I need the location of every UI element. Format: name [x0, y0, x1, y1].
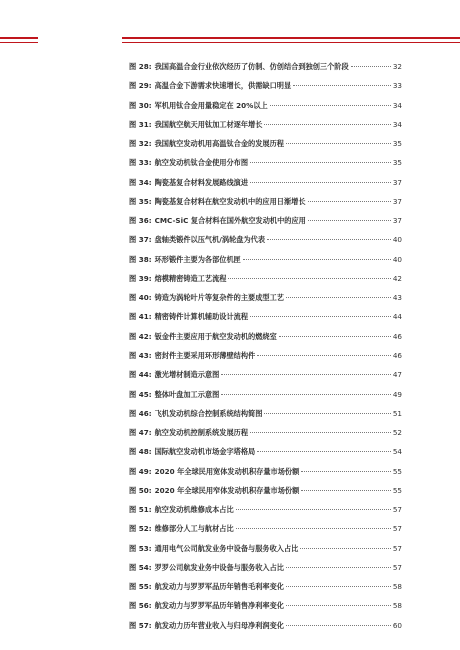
toc-entry-label: 图 35:: [129, 196, 152, 206]
toc-entry[interactable]: [129, 230, 402, 249]
toc-entry-label: 图 54:: [129, 562, 152, 572]
toc-entry-title: 熔模精密铸造工艺流程: [154, 273, 227, 283]
toc-entry[interactable]: [129, 404, 402, 423]
toc-entry-leader: [267, 239, 391, 240]
toc-entry-title: 航发动力历年营业收入与归母净利润变化: [154, 620, 284, 630]
toc-entry[interactable]: [129, 481, 402, 500]
toc-entry[interactable]: [129, 519, 402, 538]
toc-entry-title: 环形锻件主要为各部位机匣: [154, 254, 241, 264]
toc-entry-page: 34: [392, 100, 402, 110]
toc-entry[interactable]: [129, 500, 402, 519]
toc-entry-title: 维修部分人工与航材占比: [154, 524, 234, 534]
toc-entry-leader: [221, 374, 391, 375]
toc-entry-label: 图 33:: [129, 158, 152, 168]
toc-entry[interactable]: [129, 442, 402, 461]
toc-entry[interactable]: [129, 269, 402, 288]
toc-entry-leader: [293, 85, 391, 86]
toc-entry-page: 33: [392, 81, 402, 91]
toc-entry-leader: [308, 220, 391, 221]
toc-entry-label: 图 55:: [129, 582, 152, 592]
toc-entry-label: 图 30:: [129, 100, 152, 110]
toc-entry-leader: [286, 297, 391, 298]
toc-entry-label: 图 28:: [129, 62, 152, 71]
toc-entry-title: 2020 年全球民用窄体发动机积存量市场份额: [154, 485, 300, 495]
toc-entry-page: 49: [392, 389, 402, 399]
toc-entry-leader: [286, 586, 391, 587]
toc-entry-label: 图 29:: [129, 81, 152, 91]
toc-entry-title: 盘轴类锻件以压气机/涡轮盘为代表: [154, 235, 266, 245]
toc-entry[interactable]: [129, 76, 402, 95]
toc-entry-label: 图 57:: [129, 620, 152, 630]
toc-entry-leader: [286, 143, 391, 144]
toc-entry-label: 图 53:: [129, 543, 152, 553]
toc-entry[interactable]: [129, 385, 402, 404]
toc-entry-page: 57: [392, 543, 402, 553]
toc-entry-leader: [301, 490, 391, 491]
toc-entry-title: 军机用钛合金用量稳定在 20%以上: [154, 100, 268, 110]
header-rule-right: [122, 37, 460, 43]
figure-list: [129, 57, 402, 635]
toc-entry-title: 航空发动机控制系统发展历程: [154, 428, 249, 438]
toc-entry-page: 60: [392, 620, 402, 630]
toc-entry-title: 整体叶盘加工示意图: [154, 389, 220, 399]
toc-entry[interactable]: [129, 192, 402, 211]
toc-entry-label: 图 32:: [129, 139, 152, 149]
toc-entry-leader: [279, 336, 391, 337]
header-rule-right-thin: [122, 42, 460, 43]
toc-entry-title: 高温合金下游需求快速增长，供需缺口明显: [154, 81, 292, 91]
toc-entry-leader: [286, 605, 391, 606]
toc-entry-leader: [264, 413, 390, 414]
toc-entry-page: 40: [392, 235, 402, 245]
toc-entry-page: 58: [392, 582, 402, 592]
toc-entry-leader: [250, 432, 391, 433]
toc-entry-label: 图 34:: [129, 177, 152, 187]
toc-entry-leader: [264, 124, 390, 125]
toc-entry-leader: [308, 201, 391, 202]
toc-entry-label: 图 44:: [129, 370, 152, 380]
toc-entry-page: 55: [392, 466, 402, 476]
toc-entry-leader: [236, 509, 391, 510]
toc-entry-leader: [301, 471, 391, 472]
toc-entry-leader: [250, 182, 391, 183]
toc-entry[interactable]: [129, 462, 402, 481]
toc-entry[interactable]: [129, 577, 402, 596]
toc-entry[interactable]: [129, 250, 402, 269]
toc-entry[interactable]: [129, 423, 402, 442]
toc-entry[interactable]: [129, 173, 402, 192]
toc-entry[interactable]: [129, 153, 402, 172]
toc-entry-leader: [236, 528, 391, 529]
toc-entry-page: 42: [392, 273, 402, 283]
toc-entry[interactable]: [129, 596, 402, 615]
toc-entry-leader: [351, 66, 391, 67]
toc-entry-title: 我国高温合金行业依次经历了仿制、仿创结合到独创三个阶段: [154, 62, 349, 71]
toc-entry-label: 图 43:: [129, 350, 152, 360]
toc-entry-page: 40: [392, 254, 402, 264]
toc-entry-page: 46: [392, 350, 402, 360]
toc-entry-label: 图 49:: [129, 466, 152, 476]
toc-entry-page: 54: [392, 447, 402, 457]
header-rule-right-thick: [122, 37, 460, 39]
toc-entry-title: 激光增材制造示意图: [154, 370, 220, 380]
toc-entry[interactable]: [129, 211, 402, 230]
toc-entry[interactable]: [129, 288, 402, 307]
toc-entry-page: 52: [392, 428, 402, 438]
toc-entry-label: 图 45:: [129, 389, 152, 399]
toc-entry-title: 罗罗公司航发业务中设备与服务收入占比: [154, 562, 284, 572]
toc-entry-page: 58: [392, 601, 402, 611]
toc-entry-title: 国际航空发动机市场金字塔格局: [154, 447, 256, 457]
toc-entry-label: 图 50:: [129, 485, 152, 495]
toc-entry-label: 图 46:: [129, 408, 152, 418]
toc-entry-title: 飞机发动机综合控制系统结构简图: [154, 408, 263, 418]
toc-entry-title: 航空发动机维修成本占比: [154, 505, 234, 515]
toc-entry-leader: [221, 394, 391, 395]
toc-entry-title: 陶瓷基复合材料在航空发动机中的应用日渐增长: [154, 196, 306, 206]
toc-entry-leader: [250, 316, 391, 317]
toc-entry-label: 图 37:: [129, 235, 152, 245]
toc-entry-page: 37: [392, 196, 402, 206]
header-rule-left-thin: [0, 42, 38, 43]
toc-entry-page: 57: [392, 562, 402, 572]
toc-entry-title: 航发动力与罗罗军品历年销售净利率变化: [154, 601, 284, 611]
toc-entry-page: 55: [392, 485, 402, 495]
toc-entry[interactable]: [129, 115, 402, 134]
toc-entry-title: 我国航空航天用钛加工材逐年增长: [154, 119, 263, 129]
toc-entry-page: 47: [392, 370, 402, 380]
toc-entry-title: 航空发动机钛合金使用分布图: [154, 158, 249, 168]
toc-entry[interactable]: [129, 346, 402, 365]
toc-entry[interactable]: [129, 539, 402, 558]
toc-entry-page: 51: [392, 408, 402, 418]
toc-entry[interactable]: [129, 96, 402, 115]
toc-entry-title: CMC-SiC 复合材料在国外航空发动机中的应用: [154, 216, 306, 226]
header-rule-left: [0, 37, 38, 43]
toc-entry-label: 图 51:: [129, 505, 152, 515]
toc-entry-label: 图 39:: [129, 273, 152, 283]
toc-entry[interactable]: [129, 558, 402, 577]
toc-entry-title: 陶瓷基复合材料发展路线演进: [154, 177, 249, 187]
toc-entry-leader: [257, 451, 391, 452]
toc-entry[interactable]: [129, 134, 402, 153]
toc-entry[interactable]: [129, 616, 402, 635]
toc-entry-page: 32: [392, 62, 402, 71]
toc-entry-title: 航发动力与罗罗军品历年销售毛利率变化: [154, 582, 284, 592]
toc-entry-label: 图 47:: [129, 428, 152, 438]
toc-entry-label: 图 56:: [129, 601, 152, 611]
toc-entry-title: 通用电气公司航发业务中设备与服务收入占比: [154, 543, 299, 553]
toc-entry-page: 46: [392, 331, 402, 341]
toc-entry-leader: [300, 548, 391, 549]
toc-entry-leader: [257, 355, 391, 356]
toc-entry-leader: [270, 105, 391, 106]
toc-entry-page: 43: [392, 293, 402, 303]
toc-entry-label: 图 31:: [129, 119, 152, 129]
toc-entry-page: 57: [392, 524, 402, 534]
toc-entry-page: 37: [392, 177, 402, 187]
toc-entry-leader: [228, 278, 390, 279]
toc-entry[interactable]: [129, 327, 402, 346]
toc-entry-label: 图 41:: [129, 312, 152, 322]
toc-entry-leader: [286, 625, 391, 626]
toc-entry-page: 44: [392, 312, 402, 322]
toc-entry-page: 34: [392, 119, 402, 129]
toc-entry-page: 35: [392, 139, 402, 149]
toc-entry-page: 57: [392, 505, 402, 515]
toc-entry-label: 图 42:: [129, 331, 152, 341]
toc-entry-title: 2020 年全球民用宽体发动机积存量市场份额: [154, 466, 300, 476]
toc-entry[interactable]: [129, 365, 402, 384]
toc-entry-title: 钣金件主要应用于航空发动机的燃烧室: [154, 331, 277, 341]
toc-entry-label: 图 40:: [129, 293, 152, 303]
toc-entry-label: 图 38:: [129, 254, 152, 264]
toc-entry-title: 我国航空发动机用高温钛合金的发展历程: [154, 139, 284, 149]
toc-entry-label: 图 48:: [129, 447, 152, 457]
toc-entry-leader: [286, 567, 391, 568]
toc-entry[interactable]: [129, 307, 402, 326]
toc-entry-page: 35: [392, 158, 402, 168]
toc-entry-leader: [250, 162, 391, 163]
toc-entry[interactable]: [129, 57, 402, 76]
toc-entry-page: 37: [392, 216, 402, 226]
header-rule-left-thick: [0, 37, 38, 39]
toc-entry-leader: [243, 259, 391, 260]
toc-entry-label: 图 36:: [129, 216, 152, 226]
toc-entry-title: 精密铸件计算机辅助设计流程: [154, 312, 249, 322]
toc-entry-title: 密封件主要采用环形薄壁结构件: [154, 350, 256, 360]
toc-entry-label: 图 52:: [129, 524, 152, 534]
toc-entry-title: 铸造为涡轮叶片等复杂件的主要成型工艺: [154, 293, 284, 303]
